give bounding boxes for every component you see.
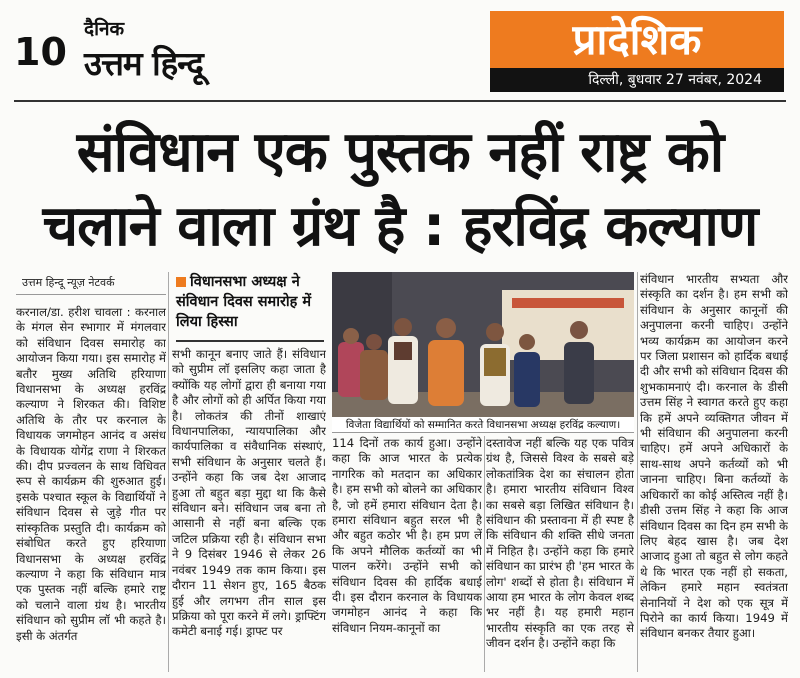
article-column-3 <box>332 436 482 676</box>
subheading-marker <box>176 277 186 287</box>
date-line: दिल्ली, बुधवार 27 नवंबर, 2024 <box>490 68 784 92</box>
brand-top: दैनिक <box>84 18 125 40</box>
column-divider <box>637 272 638 672</box>
headline-line-1: संविधान एक पुस्तक नहीं राष्ट्र को <box>76 120 724 185</box>
brand-masthead: उत्तम हिन्दू <box>84 44 203 83</box>
page-number: 10 <box>14 30 67 74</box>
article-column-1 <box>16 305 166 675</box>
column-text: करनाल/डा. हरीश चावला : करनाल के मंगल सेन स्भागार में मंगलवार को संविधान दिवस समारोह का आयोजन किया गया। इस समारोह में बतौर मुख्य अतिथि हरियाणा विधानसभा के अध्यक्ष हरविंद्र कल्याण ने शिरकत की। विशिष्ट अतिथि के तौर पर करनाल के विधायक जगमोहन आनंद व असंध के विधायक योगेंद्र राणा ने शिरकत की। दीप प्रज्वलन के साथ विधिवत रूप से कार्यक्रम की शुरुआत हुई। इसके पश्चात स्कूल के विद्यार्थियों ने संविधान दिवस से जुड़े गीत पर सांस्कृतिक प्रस्तुति दी। कार्यक्रम को संबोधित करते हुए हरियाणा विधानसभा के अध्यक्ष हरविंद्र कल्याण ने कहा कि संविधान मात्र एक पुस्तक नहीं बल्कि हमारे राष्ट्र को चलाने वाला ग्रंथ है। भारतीय संविधान को सुप्रीम लॉ भी कहते है। इसी के अंतर्गत <box>16 305 166 643</box>
column-text: 114 दिनों तक कार्य हुआ। उन्होंने कहा कि आज भारत के प्रत्येक नागरिक को मतदान का अधिकार है। हम सभी को बोलने का अधिकार है, जो हमें हमारा संविधान देता है। हमारा संविधान बहुत सरल भी है और बहुत कठोर भी है। हम प्रण लें कि अपने मौलिक कर्तव्यों का भी पालन करेंगे। उन्होंने सभी को संविधान दिवस की हार्दिक बधाई दी। इस दौरान करनाल के विधायक जगमोहन आनंद ने कहा कि संविधान नियम-कानूनों का <box>332 436 482 635</box>
subheading <box>176 272 324 332</box>
byline-rule <box>16 294 166 295</box>
column-divider <box>484 436 485 672</box>
photo-caption: विजेता विद्यार्थियों को सम्मानित करते विधानसभा अध्यक्ष हरविंद्र कल्याण। <box>332 417 634 433</box>
article-column-4 <box>486 436 634 676</box>
column-text: दस्तावेज नहीं बल्कि यह एक पवित्र ग्रंथ है, जिससे विश्व के सबसे बड़े लोकतांत्रिक देश का संचालन होता है। हमारा भारतीय संविधान विश्व का सबसे बड़ा लिखित संविधान है। संविधान की प्रस्तावना में ही स्पष्ट है कि संविधान की शक्ति सीधे जनता में निहित है। उन्होंने कहा कि हमारे संविधान का प्रारंभ ही 'हम भारत के लोग' शब्दों से होता है। संविधान में आया हम भारत के लोग केवल शब्द भर नहीं है। यह हमारी महान भारतीय संस्कृति का एक तरह से जीवन दर्शन है। उन्होंने कहा कि <box>486 436 634 651</box>
column-text: संविधान भारतीय सभ्यता और संस्कृति का दर्शन है। हम सभी को संविधान के अनुसार कानूनों की अनुपालना करनी चाहिए। उन्होंने भव्य कार्यक्रम का आयोजन करने पर जिला प्रशासन को हार्दिक बधाई दी और सभी को संविधान दिवस की शुभकामनाएं दी। करनाल के डीसी उत्तम सिंह ने स्वागत करते हुए कहा कि हमें अपने व्यक्तिगत जीवन में भी संविधान की अनुपालना करनी चाहिए। हमें अपने अधिकारों के साथ-साथ अपने कर्तव्यों को भी जानना चाहिए। बिना कर्तव्यों के अधिकारों का कोई अस्तित्व नहीं है। डीसी उत्तम सिंह ने कहा कि आज संविधान दिवस का दिन हम सभी के लिए बेहद खास है। जब देश आजाद हुआ तो बहुत से लोग कहते थे कि भारत एक नहीं हो सकता, लेकिन हमारे महान स्वतंत्रता सेनानियों ने देश को एक सूत्र में पिरोने का कार्य किया। 1949 में संविधान बनकर तैयार हुआ। <box>640 272 788 641</box>
column-divider <box>168 272 169 672</box>
column-text: सभी कानून बनाए जाते हैं। संविधान को सुप्रीम लॉ इसलिए कहा जाता है क्योंकि यह लोगों द्वारा ही बनाया गया है और लोगों को ही अर्पित किया गया है। लोकतंत्र की तीनों शाखाएं विधानपालिका, न्यायपालिका और कार्यपालिका व संवैधानिक संस्थाएं, सभी संविधान के अनुसार चलते हैं। उन्होंने कहा कि जब देश आजाद हुआ तो बहुत बड़ा मुद्दा था कि कैसे संविधान बने। संविधान जब बना तो आसानी से नहीं बना बल्कि एक जटिल प्रक्रिया रही है। संविधान सभा ने 9 दिसंबर 1946 से लेकर 26 नवंबर 1949 तक काम किया। इस दौरान 11 सेशन हुए, 165 बैठक हुई और लगभग तीन साल इस प्रक्रिया को पूरा करने में लगे। ड्राफ्टिंग कमेटी बनाई गई। ड्राफ्ट पर <box>172 347 326 639</box>
subheading-rule <box>176 340 324 342</box>
section-label: प्रादेशिक <box>490 11 784 68</box>
event-photo-illustration <box>332 272 634 417</box>
byline: उत्तम हिन्दू न्यूज़ नेटवर्क <box>22 276 115 289</box>
event-photo <box>332 272 634 417</box>
subheading-text: विधानसभा अध्यक्ष ने संविधान दिवस समारोह में लिया हिस्सा <box>176 274 312 330</box>
headline-line-2: चलाने वाला ग्रंथ है : हरविंद्र कल्याण <box>42 194 758 259</box>
article-column-2 <box>172 347 326 677</box>
header-rule <box>14 100 786 102</box>
article-column-5 <box>640 272 788 676</box>
